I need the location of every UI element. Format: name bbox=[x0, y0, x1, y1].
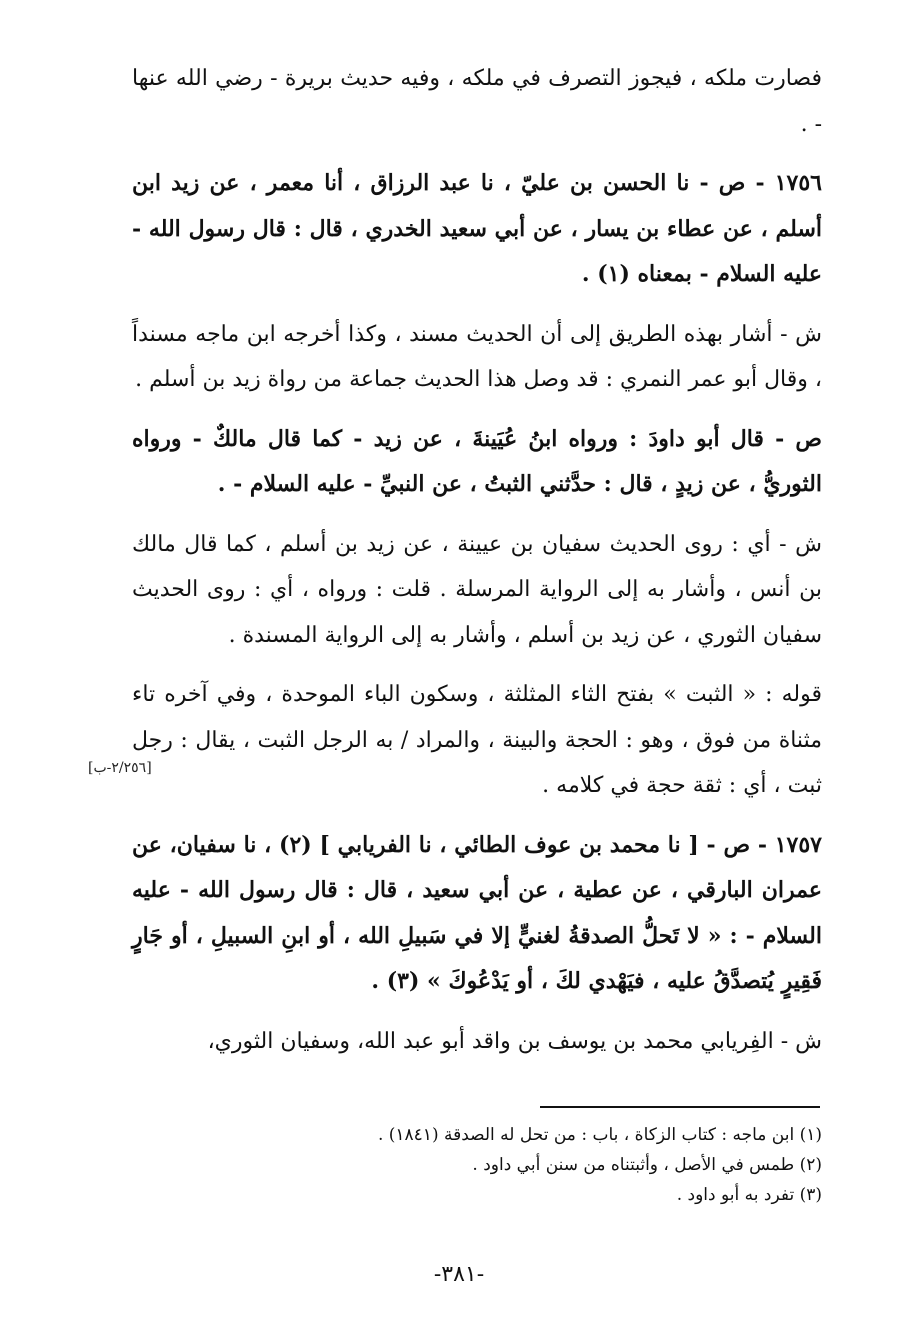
commentary-1756: ش - أشار بهذه الطريق إلى أن الحديث مسند ، وكذا أخرجه ابن ماجه مسنداً ، وقال أبو عمر النمري : قد وصل هذا الحديث جماعة من رواة زيد بن أسلم . bbox=[132, 321, 822, 392]
page-number: -٣٨١- bbox=[433, 1262, 485, 1287]
footnote-1: (١) ابن ماجه : كتاب الزكاة ، باب : من تحل له الصدقة (١٨٤١) . bbox=[377, 1125, 822, 1145]
manuscript-folio-note: [٢/٢٥٦-ب] bbox=[88, 760, 152, 776]
footnotes bbox=[132, 1120, 822, 1210]
main-text bbox=[132, 56, 822, 1064]
hadith-1756-text: ١٧٥٦ - ص - نا الحسن بن عليّ ، نا عبد الرزاق ، أنا معمر ، عن زيد ابن أسلم ، عن عطاء بن يسار ، عن أبي سعيد الخدري ، قال : قال رسول الله - عليه السلام - بمعناه (١) . bbox=[132, 170, 822, 287]
commentary-1757: ش - الفِريابي محمد بن يوسف بن واقد أبو عبد الله، وسفيان الثوري، bbox=[207, 1028, 822, 1054]
hadith-1757-text: ١٧٥٧ - ص - [ نا محمد بن عوف الطائي ، نا الفريابي ] (٢) ، نا سفيان، عن عمران البارقي ، عن عطية ، عن أبي سعيد ، قال : قال رسول الله - عليه السلام - : « لا تَحلُّ الصدقةُ لغنيٍّ إلا في سَبيلِ الله ، أو ابنِ السبيلِ ، أو جَارٍ فَقِيرٍ يُتصدَّقُ عليه ، فيَهْدي لكَ ، أو يَدْعُوكَ » (٣) . bbox=[132, 831, 822, 994]
abu-dawud-remark: ص - قال أبو داودَ : ورواه ابنُ عُيَينةَ ، عن زيد - كما قال مالكٌ - ورواه الثوريُّ ، عن زيدٍ ، قال : حدَّثني الثبتُ ، عن النبيِّ - عليه السلام - . bbox=[132, 425, 822, 497]
footnote-2: (٢) طمس في الأصل ، وأثبتناه من سنن أبي داود . bbox=[472, 1155, 822, 1175]
footnote-separator bbox=[540, 1106, 820, 1108]
commentary-remark: ش - أي : روى الحديث سفيان بن عيينة ، عن زيد بن أسلم ، كما قال مالك بن أنس ، وأشار به إلى الرواية المرسلة . قلت : ورواه ، أي : روى الحديث سفيان الثوري ، عن زيد بن أسلم ، وأشار به إلى الرواية المسندة . bbox=[132, 531, 822, 648]
footnote-3: (٣) تفرد به أبو داود . bbox=[676, 1185, 822, 1205]
paragraph-continuation: فصارت ملكه ، فيجوز التصرف في ملكه ، وفيه حديث بريرة - رضي الله عنها - . bbox=[132, 66, 822, 137]
explanation-thabt: قوله : « الثبت » بفتح الثاء المثلثة ، وسكون الباء الموحدة ، وفي آخره تاء مثناة من فوق ، وهو : الحجة والبينة ، والمراد / به الرجل الثبت ، يقال : رجل ثبت ، أي : ثقة حجة في كلامه . bbox=[132, 682, 822, 798]
